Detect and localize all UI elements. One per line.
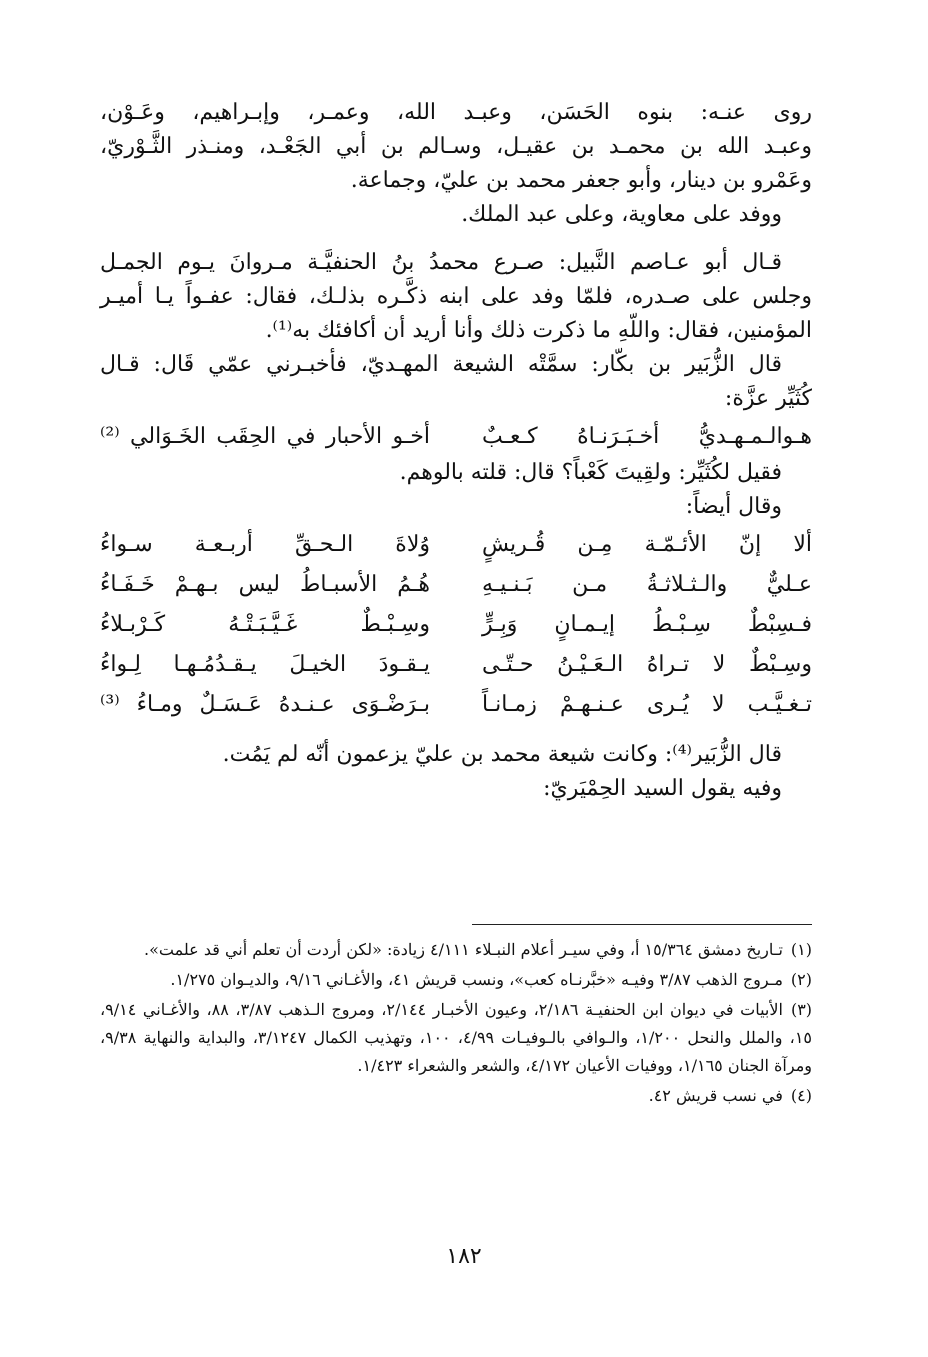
verse-hemistich-second: وسِـبْـطٌ غَـيَّـبَـتْـهُ كَـرْبـلاءُ: [100, 611, 430, 637]
footnote-item: [100, 936, 812, 964]
footnote-item: [100, 996, 812, 1080]
verse-line: [100, 524, 812, 564]
verse-hemistich-first: هـوالـمـهـديُّ أخـبَـرَنـاهُ كـعـبٌ: [482, 423, 812, 449]
verse-hemistich-first: تـغـيَّـب لا يُـرى عـنـهـمْ زمـانـاً: [482, 691, 812, 717]
text-line: روى عنـه: بنوه الحَسَن، وعبـد الله، وعمـر، وإبـراهيم، وعَـوْن،: [100, 100, 812, 125]
footnote-text: تـاريخ دمشق ١٥/٣٦٤ أ، وفي سيـر أعلام النبـلاء ٤/١١١ زيادة: «لكن أردت أن تعلم أني قد علمت».: [144, 940, 783, 959]
verse-hemistich-second: يـقـودَ الخيـلَ يـقـدُمُـهـا لِـواءُ: [100, 651, 430, 677]
footnote-item: [100, 1082, 812, 1110]
paragraph-kuthayyir: فقيل لكُثَيِّر: ولقِيتَ كَعْباً؟ قال: قلته بالوهم.: [399, 460, 782, 485]
verse-hemistich-second: أخـو الأحبار في الحِقَب الخَـوَالي ⁽²⁾: [100, 423, 430, 449]
paragraph-also-said: وقال أيضاً:: [685, 494, 782, 519]
verse-hemistich-first: وسِـبْطٌ لا تـراهُ الـعَـيْـنُ حـتّـى: [482, 651, 812, 677]
page-body: [100, 96, 812, 1296]
poem: [100, 524, 812, 724]
verse-line: [100, 604, 812, 644]
paragraph-narrators: [100, 96, 812, 198]
footnotes: [100, 936, 812, 1112]
footnote-item: [100, 966, 812, 994]
page-number: ١٨٢: [446, 1244, 482, 1269]
verse-line: [100, 416, 812, 456]
paragraph-shia-belief: قال الزُّبَير⁽⁴⁾: وكانت شيعة محمد بن عليّ يزعمون أنّه لم يَمُت.: [222, 742, 782, 767]
footnote-separator: [472, 924, 812, 925]
paragraph-delegation: ووفد على معاوية، وعلى عبد الملك.: [461, 202, 782, 227]
paragraph-abu-asim: [100, 246, 812, 348]
text-line: قـال أبو عـاصم النَّبيل: صـرع محمدُ بنُ الحنفيَّـة مـروانَ يـوم الجمـل: [100, 250, 782, 275]
verse-hemistich-first: عـليٌّ والـثـلاثـةُ مـن بَـنـيـهِ: [482, 571, 812, 597]
verse-line: [100, 644, 812, 684]
text-line: كُثَيِّر عزَّة:: [724, 386, 812, 411]
footnote-number: (٢): [790, 970, 812, 989]
text-line: وعبـد الله بن محمـد بن عقيـل، وسـالم بن أبي الجَعْـد، ومنـذر الثَّـوْريّ،: [100, 134, 812, 159]
verse-hemistich-second: وُلاةَ الـحـقِّ أربـعـة سـواءُ: [100, 531, 430, 557]
verse-hemistich-second: بـرَضْـوَى عـنـدهُ عَـسَـلٌ ومـاءُ ⁽³⁾: [100, 691, 430, 717]
verse-hemistich-first: فـسِبْطٌ سِـبْـطُ إيـمـانٍ وَبِـرٍّ: [482, 611, 812, 637]
paragraph-himyari: وفيه يقول السيد الحِمْيَريّ:: [543, 776, 782, 801]
footnote-number: (١): [790, 940, 812, 959]
paragraph-zubayr: [100, 348, 812, 416]
verse-hemistich-first: ألا إنّ الأئـمّـة مِـن قُـريشٍ: [482, 531, 812, 557]
text-line: وعَمْرو بن دينار، وأبو جعفر محمد بن عليّ، وجماعة.: [350, 168, 812, 193]
footnote-text: في نسب قريش ٤٢.: [648, 1086, 783, 1105]
footnote-text: مـروج الذهب ٣/٨٧ وفيـه «خبَّرنـاه كعب»، ونسب قريش ٤١، والأغـاني ٩/١٦، والديـوان ١/٢٧٥.: [170, 970, 783, 989]
text-line: المؤمنين، فقال: واللّهِ ما ذكرت ذلك وأنا أريد أن أكافئك به⁽¹⁾.: [265, 318, 812, 343]
verse-line: [100, 684, 812, 724]
footnote-number: (٤): [790, 1086, 812, 1105]
footnote-number: (٣): [790, 1000, 813, 1019]
text-line: قال الزُّبَير بن بكّار: سمَّتْه الشيعة المهـديّ، فأخبـرني عمّي قَال: قـال: [100, 352, 782, 377]
verse-line: [100, 564, 812, 604]
text-line: وجلس على صـدره، فلمّا وفد على ابنه ذكَّـره بذلـك، فقال: عفـواً يـا أميـر: [100, 284, 812, 309]
verse-hemistich-second: هُـمُ الأسبـاطُ ليس بـهـمْ خَـفَـاءُ: [100, 571, 430, 597]
footnote-text: الأبيات في ديوان ابن الحنفيـة ٢/١٨٦، وعيون الأخبـار ٢/١٤٤، ومروج الـذهب ٣/٨٧، ٨٨، والأغـاني ٩/١٤، ١٥، والملل والنحل ١/٢٠٠، والـوافي بالـوفيـات ٤/٩٩، ١٠٠، وتهذيب الكمال ٣/١٢٤٧، والبداية والنهاية ٩/٣٨، ومرآة الجنان ١/١٦٥، ووفيات الأعيان ٤/١٧٢، والشعر والشعراء ١/٤٢٣.: [100, 1000, 813, 1075]
